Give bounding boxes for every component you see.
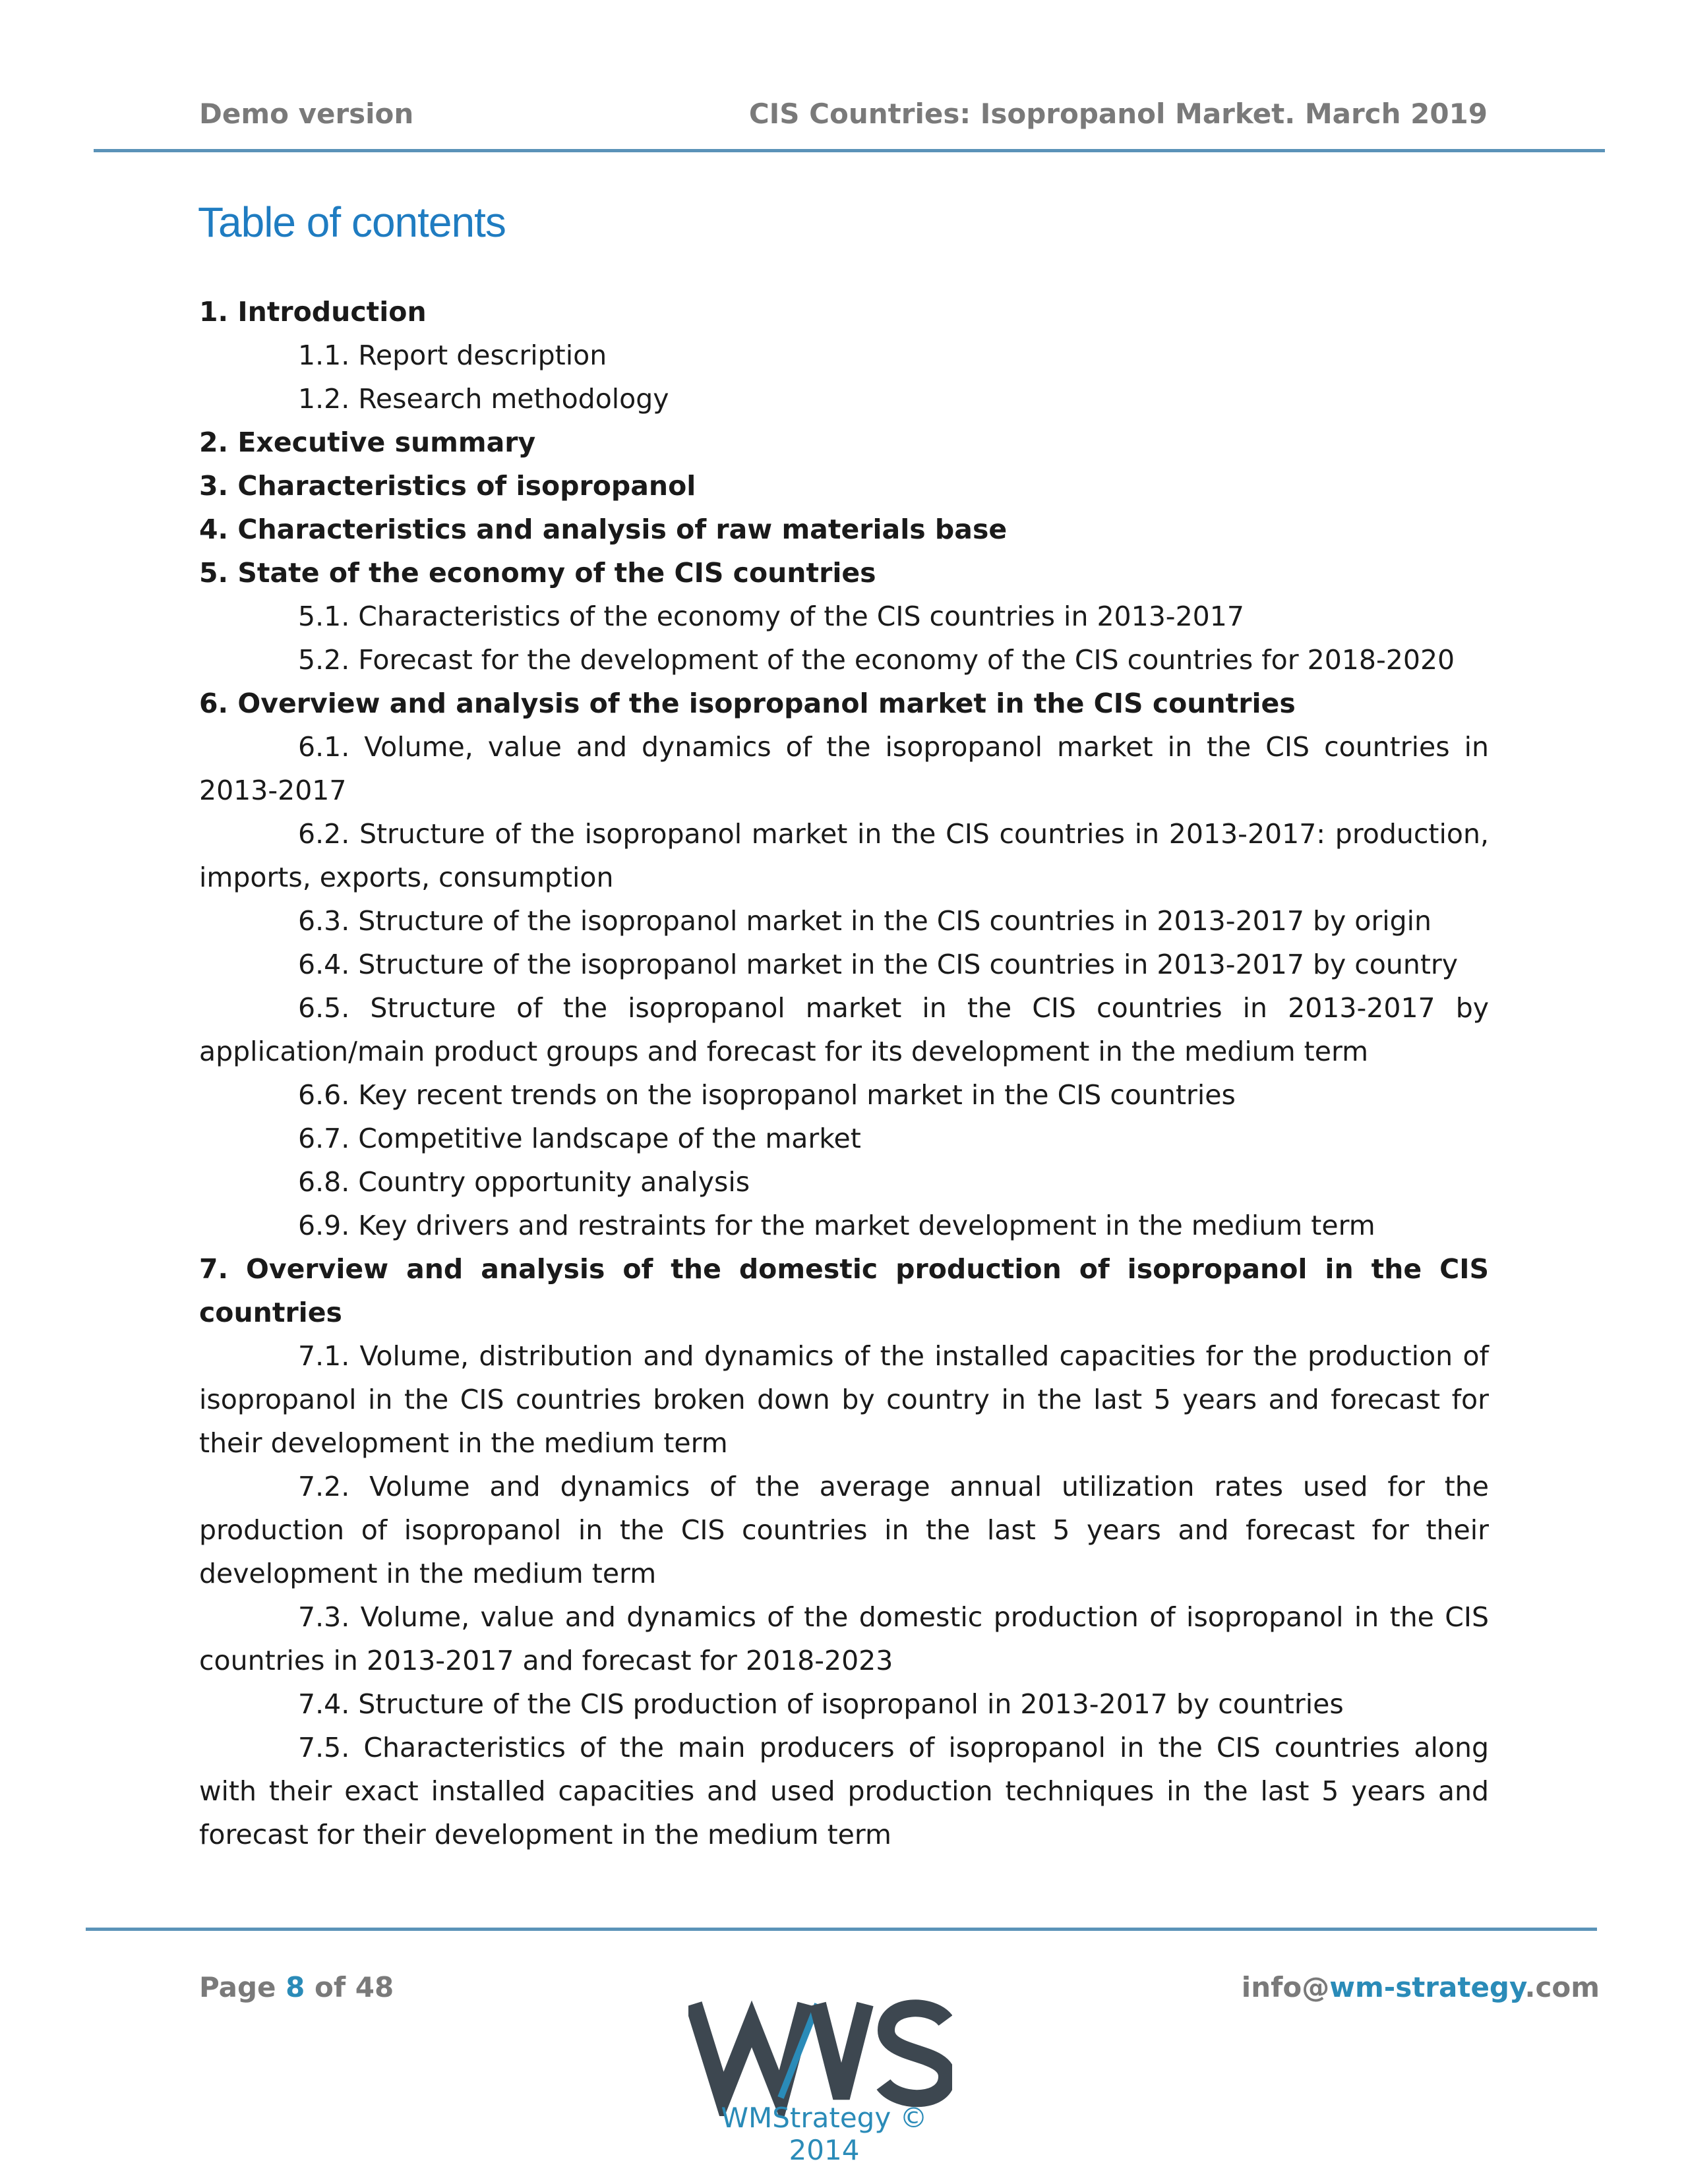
toc-subsection[interactable]: 6.9. Key drivers and restraints for the market development in the medium term [298,1210,1375,1241]
contact-email[interactable] [1242,1971,1600,2003]
toc-subsection[interactable]: 6.7. Competitive landscape of the market [298,1123,861,1154]
email-domain: wm-strategy [1329,1971,1525,2003]
toc-subsection[interactable]: 6.8. Country opportunity analysis [298,1166,750,1198]
header-divider [94,149,1605,152]
page-of: of [315,1971,346,2003]
wms-logo [688,1984,952,2116]
toc-subsection[interactable]: 7.1. Volume, distribution and dynamics of the installed capacities for the production of isopropanol in the CIS countries broken down by country in the last 5 years and forecast for their development in the medium term [199,1340,1489,1459]
toc-subsection[interactable]: 6.6. Key recent trends on the isopropanol market in the CIS countries [298,1079,1236,1111]
toc-section[interactable]: 1. Introduction [199,296,427,328]
footer-divider [86,1928,1597,1931]
toc-subsection[interactable]: 5.2. Forecast for the development of the economy of the CIS countries for 2018-2020 [298,644,1455,676]
email-user: info@ [1241,1971,1330,2003]
toc-subsection[interactable]: 6.5. Structure of the isopropanol market in the CIS countries in 2013-2017 by application/main product groups and forecast for its development in the medium term [199,992,1489,1067]
page-indicator [199,1971,394,2003]
header-demo-label: Demo version [199,98,414,130]
toc-subsection[interactable]: 6.3. Structure of the isopropanol market in the CIS countries in 2013-2017 by origin [298,905,1432,937]
toc-subsection[interactable]: 6.1. Volume, value and dynamics of the isopropanol market in the CIS countries in 2013-2017 [199,731,1489,806]
toc-section[interactable]: 6. Overview and analysis of the isopropanol market in the CIS countries [199,688,1296,719]
toc-subsection[interactable]: 5.1. Characteristics of the economy of the CIS countries in 2013-2017 [298,601,1244,632]
table-of-contents [199,290,1489,1856]
toc-section[interactable]: 3. Characteristics of isopropanol [199,470,696,502]
toc-subsection[interactable]: 1.2. Research methodology [298,383,669,415]
toc-subsection[interactable]: 7.2. Volume and dynamics of the average annual utilization rates used for the production of isopropanol in the CIS countries in the last 5 years and forecast for their development in the medium term [199,1471,1489,1589]
page-total: 48 [355,1971,394,2003]
header-report-title: CIS Countries: Isopropanol Market. March 2019 [748,98,1488,130]
toc-section[interactable]: 5. State of the economy of the CIS countries [199,557,876,589]
toc-section[interactable]: 7. Overview and analysis of the domestic production of isopropanol in the CIS countries [199,1253,1489,1328]
toc-title: Table of contents [198,198,506,246]
toc-subsection[interactable]: 6.2. Structure of the isopropanol market in the CIS countries in 2013-2017: production, imports, exports, consumption [199,818,1489,893]
toc-subsection[interactable]: 7.5. Characteristics of the main producers of isopropanol in the CIS countries along with their exact installed capacities and used production techniques in the last 5 years and forecast for their development in the medium term [199,1732,1489,1850]
toc-subsection[interactable]: 7.3. Volume, value and dynamics of the domestic production of isopropanol in the CIS countries in 2013-2017 and forecast for 2018-2023 [199,1601,1489,1676]
toc-subsection[interactable]: 7.4. Structure of the CIS production of isopropanol in 2013-2017 by countries [298,1688,1344,1720]
email-tld: .com [1524,1971,1600,2003]
page-number: 8 [286,1971,305,2003]
toc-subsection[interactable]: 6.4. Structure of the isopropanol market in the CIS countries in 2013-2017 by country [298,949,1459,980]
toc-section[interactable]: 4. Characteristics and analysis of raw materials base [199,514,1008,545]
toc-subsection[interactable]: 1.1. Report description [298,339,607,371]
page-label: Page [199,1971,276,2003]
toc-section[interactable]: 2. Executive summary [199,427,536,458]
logo-copyright: WMStrategy © 2014 [721,2102,928,2166]
